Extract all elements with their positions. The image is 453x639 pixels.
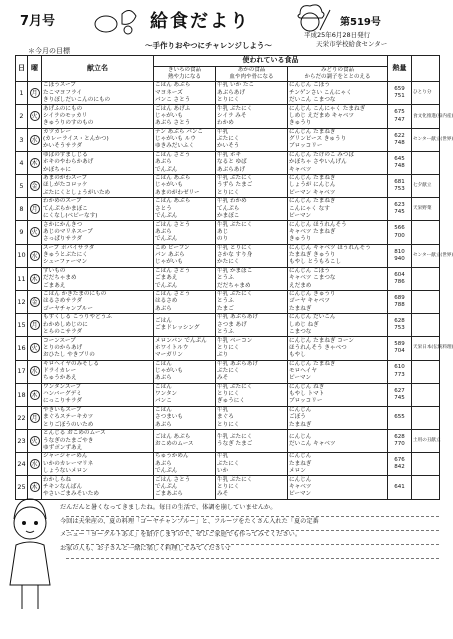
menu-cell: スープ ポパイサラダ きゅうとぶたにく シューファーマン xyxy=(42,244,154,267)
red-foods-cell: 牛乳 ぶたにく とりにく ぎゅうにく xyxy=(216,383,288,406)
green-foods-cell: にんじん きゅうり ゴーヤ キャベツ たまねぎ xyxy=(288,290,388,313)
kcal-cell: 628 753 xyxy=(388,314,412,337)
green-foods-cell: にんじん たまねぎ メロン xyxy=(288,453,388,476)
red-foods-cell: 牛乳 ぶたにく かいそう xyxy=(216,128,288,151)
yellow-foods-cell: ごはん あげふ じゃがいも あぶら さとう xyxy=(154,105,216,128)
divider xyxy=(66,558,439,559)
note-cell xyxy=(412,151,440,174)
divider xyxy=(66,530,439,531)
menu-cell: わかめのスープ てんぷらかまぼこ にくなし(ベビーなす) xyxy=(42,198,154,221)
red-foods-cell: 牛乳 ぶたにく うなぎ たまご xyxy=(216,430,288,453)
day-cell: 8 xyxy=(16,198,28,221)
note-cell xyxy=(412,221,440,244)
weekday-cell: 水 xyxy=(28,453,42,476)
yellow-foods-cell: ごはん さとう でんぷん ごまあぶら xyxy=(154,476,216,499)
day-cell: 22 xyxy=(16,406,28,429)
yellow-foods-cell: メロンパン でんぷん ホワイトルウ マーガリン xyxy=(154,337,216,360)
header-yellow-foods: きいろの食品 熱や力になる xyxy=(154,67,216,82)
green-foods-cell: にんじん キャベツ ほうれんそう たまねぎ きゅうり もやし とうもろこし xyxy=(288,244,388,267)
weekday-cell: 月 xyxy=(28,314,42,337)
monthly-goal-label: ＊今月の目標 xyxy=(28,47,70,55)
table-row xyxy=(16,430,440,453)
kcal-cell: 676 842 xyxy=(388,453,412,476)
kcal-cell: 628 770 xyxy=(388,430,412,453)
table-header-row xyxy=(16,56,440,67)
table-row xyxy=(16,337,440,360)
header-green-foods: みどりの食品 からだの調子をととのえる xyxy=(288,67,388,82)
kcal-cell: 622 748 xyxy=(388,128,412,151)
menu-cell: ごはん かきたまのにもの はるさめサラダ ゴーヤチャンプルー xyxy=(42,290,154,313)
yellow-foods-cell: ちゅうかめん あぶら でんぷん xyxy=(154,453,216,476)
kcal-cell: 675 747 xyxy=(388,105,412,128)
note-cell xyxy=(412,360,440,383)
weekday-cell: 月 xyxy=(28,406,42,429)
menu-cell: さかにかんきつ あじのマリネスープ さっぱりサラダ xyxy=(42,221,154,244)
weekday-cell: 火 xyxy=(28,430,42,453)
red-foods-cell: 牛乳 ホキ なると ゆば あぶらあげ xyxy=(216,151,288,174)
menu-cell: ジャージャーめん いかのカレーマリネ しょうないメロン xyxy=(42,453,154,476)
girl-illustration-icon xyxy=(2,495,60,635)
kcal-cell: 589 704 xyxy=(388,337,412,360)
weekday-cell: 木 xyxy=(28,267,42,290)
header-weekday: 曜 xyxy=(28,56,42,82)
kcal-cell: 645 748 xyxy=(388,151,412,174)
green-foods-cell: にんじん だいこん しめじ ねぎ こまつな xyxy=(288,314,388,337)
publish-date: 平成25年6月28日発行 xyxy=(304,31,371,39)
day-cell: 24 xyxy=(16,453,28,476)
day-cell: 4 xyxy=(16,151,28,174)
table-row xyxy=(16,383,440,406)
menu-cell: カツカレー (カレーライス・とんかつ) かいそうサラダ xyxy=(42,128,154,151)
day-cell: 12 xyxy=(16,290,28,313)
yellow-foods-cell: ごはん あぶら マヨネーズ パンこ さとう xyxy=(154,82,216,105)
menu-cell: もずくしる こうりやどうふ わかめしめじのに とらのこサラダ xyxy=(42,314,154,337)
green-foods-cell: にんじん キャベツ ピーマン xyxy=(288,476,388,499)
kcal-cell: 655 xyxy=(388,406,412,429)
table-row xyxy=(16,128,440,151)
note-cell: センター献立(世界) xyxy=(412,244,440,267)
day-cell: 17 xyxy=(16,360,28,383)
weekday-cell: 金 xyxy=(28,175,42,198)
yellow-foods-cell: ごはん あぶら さとう でんぷん xyxy=(154,198,216,221)
table-row xyxy=(16,314,440,337)
note-cell: 食文化推進(県内産) xyxy=(412,105,440,128)
note-cell xyxy=(412,406,440,429)
green-foods-cell: にんじん ほうれんそう キャベツ たまねぎ きゅうり xyxy=(288,221,388,244)
note-cell: 土用の丑献立 xyxy=(412,430,440,453)
yellow-foods-cell: ごはん あぶら おこめのムース xyxy=(154,430,216,453)
note-cell xyxy=(412,290,440,313)
yellow-foods-cell: ごはん じゃがいも あぶら xyxy=(154,360,216,383)
menu-cell: キロヘイヤのみそしる ドライカレー ちゅうかあえ xyxy=(42,360,154,383)
table-row xyxy=(16,267,440,290)
table-row xyxy=(16,244,440,267)
day-cell: 23 xyxy=(16,430,28,453)
day-cell: 15 xyxy=(16,314,28,337)
menu-cell: とんじる おこめのムース うなぎのたまごやき ゆずポンずあえ xyxy=(42,430,154,453)
menu-cell: ごぼうスープ たこマヨフライ きりぼしだいこんのにもの xyxy=(42,82,154,105)
message-line: だんだんと暑くなってきましたね。毎日の生活で、体調を崩していませんか。 xyxy=(60,504,277,511)
kcal-cell: 641 xyxy=(388,476,412,499)
header-day: 日 xyxy=(16,56,28,82)
note-cell xyxy=(412,453,440,476)
kcal-cell: 604 786 xyxy=(388,267,412,290)
subtitle: ～手作りおやつにチャレンジしよう～ xyxy=(145,41,272,50)
red-foods-cell: 牛乳 かまぼこ とうふ だだちゃまめ xyxy=(216,267,288,290)
weekday-cell: 水 xyxy=(28,360,42,383)
red-foods-cell: 牛乳 ぶたにく あじ のり xyxy=(216,221,288,244)
yellow-foods-cell: ごはん さとう はるさめ あぶら xyxy=(154,290,216,313)
yellow-foods-cell: ごはん ワンタン パンこ xyxy=(154,383,216,406)
note-cell xyxy=(412,383,440,406)
day-cell: 9 xyxy=(16,221,28,244)
weekday-cell: 火 xyxy=(28,105,42,128)
menu-table xyxy=(15,55,453,500)
green-foods-cell: にんじん たまねぎ コーン ほうれんそう きゃべつ もやし xyxy=(288,337,388,360)
day-cell: 18 xyxy=(16,383,28,406)
yellow-foods-cell: ごはん あぶら じゃがいも あまのがわゼリー xyxy=(154,175,216,198)
yellow-foods-cell: ナン あぶら パンこ じゃがいも ルウ ゆきみだいふく xyxy=(154,128,216,151)
newsletter-header xyxy=(0,0,451,58)
menu-cell: あげふのにもの シイラのモッカリ きゅうりのすのもの xyxy=(42,105,154,128)
red-foods-cell: 牛乳 あぶらあげ ぶたにく みそ xyxy=(216,360,288,383)
issue-month: 7月号 xyxy=(20,14,56,29)
red-foods-cell: 牛乳 ベーコン とりにく ぶり xyxy=(216,337,288,360)
kcal-cell: 627 745 xyxy=(388,383,412,406)
yellow-foods-cell: ごはん さつまいも あぶら xyxy=(154,406,216,429)
kcal-cell: 810 940 xyxy=(388,244,412,267)
message-line: 今回は天栄産の、夏の料理「ゴーヤチャンプルー」と、フルーツをたくさん入れた「夏の定番 xyxy=(60,517,319,525)
red-foods-cell: 牛乳 ぶたにく いか xyxy=(216,453,288,476)
kcal-cell: 610 773 xyxy=(388,360,412,383)
red-foods-cell: 牛乳 とりにく さかな すり身 かたにく xyxy=(216,244,288,267)
day-cell: 16 xyxy=(16,337,28,360)
day-cell: 3 xyxy=(16,128,28,151)
day-cell: 11 xyxy=(16,267,28,290)
menu-cell: ゆばのすましじる ホキのやわらかあげ かぼちゃに xyxy=(42,151,154,174)
menu-cell: わかしらね チキンなんばん やさいごまみそいため xyxy=(42,476,154,499)
green-foods-cell: にんじん ねぎ もやし トマト ブロッコリー xyxy=(288,383,388,406)
kcal-cell: 659 751 xyxy=(388,82,412,105)
message-line: メニュー「ヨーグルトあえ」を紹介しますので、ぜひご家庭でも作ってみてください。 xyxy=(60,531,302,539)
red-foods-cell: 牛乳 ぶたにく うずら たまご とりにく xyxy=(216,175,288,198)
divider xyxy=(66,516,439,517)
day-cell: 5 xyxy=(16,175,28,198)
yellow-foods-cell: ごはん さとう あぶら でんぷん xyxy=(154,151,216,174)
header-red-foods: あかの食品 血や肉や骨になる xyxy=(216,67,288,82)
menu-cell: すいもの だだちゃまめ ごまあえ xyxy=(42,267,154,290)
menu-cell: コーンスープ とりのからあげ おひたし やきブリの xyxy=(42,337,154,360)
red-foods-cell: 牛乳 まぐろ とりにく xyxy=(216,406,288,429)
weekday-cell: 月 xyxy=(28,82,42,105)
table-row xyxy=(16,151,440,174)
table-row xyxy=(16,221,440,244)
table-row xyxy=(16,198,440,221)
weekday-cell: 金 xyxy=(28,290,42,313)
green-foods-cell: にんじん たまねぎ しょうが にんじん ピーマン キャベツ xyxy=(288,175,388,198)
green-foods-cell: にんじん たまねぎ グリンピース きゅうり ブロッコリー xyxy=(288,128,388,151)
red-foods-cell: 牛乳 ぶたにく シイラ みそ わかめ xyxy=(216,105,288,128)
kcal-cell: 689 788 xyxy=(388,290,412,313)
yellow-foods-cell: こめ ビーフン パン あぶら じゃがいも xyxy=(154,244,216,267)
weekday-cell: 火 xyxy=(28,221,42,244)
weekday-cell: 火 xyxy=(28,337,42,360)
day-cell: 2 xyxy=(16,105,28,128)
note-cell xyxy=(412,476,440,499)
red-foods-cell: 牛乳 あぶらあげ さつま あげ とうふ xyxy=(216,314,288,337)
note-cell: ひとり分 xyxy=(412,82,440,105)
table-row xyxy=(16,82,440,105)
message-box xyxy=(60,501,440,639)
menu-cell: ワンタンスープ ハンバーグデミ にっこりサラダ xyxy=(42,383,154,406)
kcal-cell: 566 700 xyxy=(388,221,412,244)
green-foods-cell: にんじん ごぼう たまねぎ xyxy=(288,406,388,429)
note-cell: 天栄野菜 xyxy=(412,198,440,221)
day-cell: 25 xyxy=(16,476,28,499)
note-cell: センター献立(世界) xyxy=(412,128,440,151)
menu-cell: やきいもスープ まぐろステーキカツ とりごぼうのいため xyxy=(42,406,154,429)
menu-cell: あまのがわスープ ほしがたコロッケ ぶたにくとしょうがいため xyxy=(42,175,154,198)
red-foods-cell: 牛乳 いか たこ あぶらあげ とりにく xyxy=(216,82,288,105)
note-cell: 七夕献立 xyxy=(412,175,440,198)
message-line: お家の人も、お子さんと一緒に楽しく料理してみてください♪ xyxy=(60,544,232,552)
weekday-cell: 木 xyxy=(28,476,42,499)
green-foods-cell: にんじん ごぼう チンゲンさい こんにゃく だいこん こまつな xyxy=(288,82,388,105)
kcal-cell: 681 753 xyxy=(388,175,412,198)
green-foods-cell: にんじん こんにゃく たまねぎ しめじ えだまめ キャベツ きゅうり xyxy=(288,105,388,128)
header-menu: 献立名 xyxy=(42,56,154,82)
newsletter-title: 給食だより xyxy=(150,11,250,32)
day-cell: 10 xyxy=(16,244,28,267)
yellow-foods-cell: ごはん さとう あぶら でんぷん xyxy=(154,221,216,244)
table-row xyxy=(16,175,440,198)
weekday-cell: 月 xyxy=(28,198,42,221)
table-row xyxy=(16,453,440,476)
food-illustration-icon xyxy=(92,4,142,36)
green-foods-cell: にんじん たまねぎ モロヘイヤ ピーマン xyxy=(288,360,388,383)
green-foods-cell: にんじん たまねぎ こんにゃく なす ピーマン xyxy=(288,198,388,221)
table-row xyxy=(16,360,440,383)
weekday-cell: 木 xyxy=(28,383,42,406)
header-foods: 使われている食品 xyxy=(154,56,388,67)
green-foods-cell: にんじん ごぼう キャベツ こまつな えだまめ xyxy=(288,267,388,290)
publisher: 天栄市学校給食センター xyxy=(316,40,388,48)
issue-number: 第519号 xyxy=(340,17,381,28)
divider xyxy=(66,544,439,545)
yellow-foods-cell: ごはん ごまドレッシング xyxy=(154,314,216,337)
note-cell xyxy=(412,267,440,290)
weekday-cell: 水 xyxy=(28,244,42,267)
kcal-cell: 623 745 xyxy=(388,198,412,221)
green-foods-cell: にんじん たけのこ みつば かぼちゃ さやいんげん キャベツ xyxy=(288,151,388,174)
header-kcal: 熱量 xyxy=(388,56,412,82)
table-row xyxy=(16,290,440,313)
table-row xyxy=(16,105,440,128)
weekday-cell: 木 xyxy=(28,151,42,174)
red-foods-cell: 牛乳 ぶたにく とりにく みそ xyxy=(216,476,288,499)
chef-illustration-icon xyxy=(290,2,334,36)
note-cell: 天栄日本(伝統料理) xyxy=(412,337,440,360)
table-row xyxy=(16,406,440,429)
weekday-cell: 水 xyxy=(28,128,42,151)
yellow-foods-cell: ごはん さとう ごまあえ でんぷん xyxy=(154,267,216,290)
red-foods-cell: 牛乳 ぶたにく とうふ たまご xyxy=(216,290,288,313)
day-cell: 1 xyxy=(16,82,28,105)
table-row xyxy=(16,476,440,499)
green-foods-cell: にんじん だいこん キャベツ xyxy=(288,430,388,453)
red-foods-cell: 牛乳 わかめ てんぷら かまぼこ xyxy=(216,198,288,221)
note-cell xyxy=(412,314,440,337)
